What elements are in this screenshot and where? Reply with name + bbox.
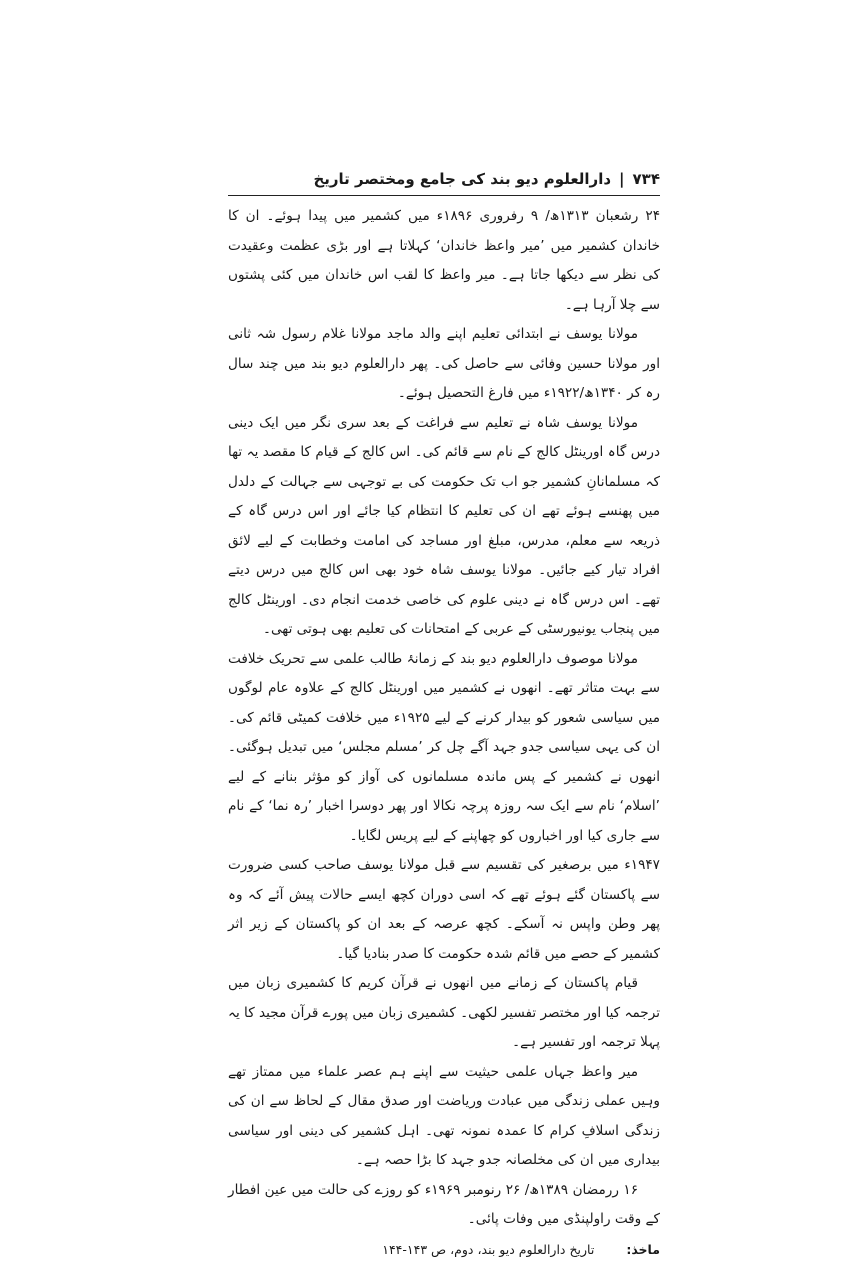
source-text: تاریخ دارالعلوم دیو بند، دوم، ص ۱۴۳-۱۴۴ (382, 1242, 594, 1257)
body-text (228, 202, 660, 1264)
paragraph-kashmiri-translation: قیام پاکستان کے زمانے میں انھوں نے قرآن کریم کا کشمیری زبان میں ترجمہ کیا اور مختصر تفسیر لکھی۔ کشمیری زبان میں پورے قرآن مجید کا یہ پہلا ترجمہ اور تفسیر ہے۔ (228, 969, 660, 1058)
page-header (228, 166, 660, 192)
paragraph-oriental-college: مولانا یوسف شاہ نے تعلیم سے فراغت کے بعد سری نگر میں ایک دینی درس گاہ اورینٹل کالج کے نام سے قائم کی۔ اس کالج کے قیام کا مقصد یہ تھا کہ مسلمانانِ کشمیر جو اب تک حکومت کی بے توجہی سے جہالت کے دلدل میں پھنسے ہوئے تھے ان کی تعلیم کا انتظام کیا جائے اور اس درس گاہ کے ذریعہ سے معلم، مدرس، مبلغ اور مساجد کی امامت وخطابت کے لیے لائق افراد تیار کیے جائیں۔ مولانا یوسف شاہ خود بھی اس کالج میں درس دیتے تھے۔ اس درس گاہ نے دینی علوم کی خاصی خدمت انجام دی۔ اورینٹل کالج میں پنجاب یونیورسٹی کے عربی کے امتحانات کی تعلیم بھی ہوتی تھی۔ (228, 409, 660, 645)
running-title: دارالعلوم دیو بند کی جامع ومختصر تاریخ (313, 170, 611, 188)
source-label: ماخذ: (626, 1242, 660, 1257)
source-citation (228, 1235, 660, 1264)
header-separator: | (619, 170, 624, 188)
paragraph-death: ۱۶ ررمضان ۱۳۸۹ھ/ ۲۶ رنومبر ۱۹۶۹ء کو روزے کی حالت میں عین افطار کے وقت راولپنڈی میں وفات پائی۔ (228, 1176, 660, 1235)
header-rule (228, 195, 660, 196)
page-number: ۷۳۴ (633, 170, 660, 188)
paragraph-character: میر واعظ جہاں علمی حیثیت سے اپنے ہم عصر علماء میں ممتاز تھے وہیں عملی زندگی میں عبادت وریاضت اور صدق مقال کے لحاظ سے ان کی زندگی اسلافِ کرام کا عمدہ نمونہ تھی۔ اہل کشمیر کی دینی اور سیاسی بیداری میں ان کی مخلصانہ جدو جہد کا بڑا حصہ ہے۔ (228, 1058, 660, 1176)
paragraph-khilafat-movement: مولانا موصوف دارالعلوم دیو بند کے زمانۂ طالب علمی سے تحریک خلافت سے بہت متاثر تھے۔ انھوں نے کشمیر میں اورینٹل کالج کے علاوہ عام لوگوں میں سیاسی شعور کو بیدار کرنے کے لیے ۱۹۲۵ء میں خلافت کمیٹی قائم کی۔ ان کی یہی سیاسی جدو جہد آگے چل کر ’مسلم مجلس‘ میں تبدیل ہوگئی۔ انھوں نے کشمیر کے پس ماندہ مسلمانوں کی آواز کو مؤثر بنانے کے لیے ’اسلام‘ نام سے ایک سہ روزہ پرچہ نکالا اور پھر دوسرا اخبار ’رہ نما‘ کے نام سے جاری کیا اور اخباروں کو چھاپنے کے لیے پریس لگایا۔ (228, 645, 660, 852)
paragraph-birth: ۲۴ رشعبان ۱۳۱۳ھ/ ۹ رفروری ۱۸۹۶ء میں کشمیر میں پیدا ہوئے۔ ان کا خاندان کشمیر میں ’میر واعظ خاندان‘ کہلاتا ہے اور بڑی عظمت وعقیدت کی نظر سے دیکھا جاتا ہے۔ میر واعظ کا لقب اس خاندان میں کئی پشتوں سے چلا آرہا ہے۔ (228, 202, 660, 320)
paragraph-education: مولانا یوسف نے ابتدائی تعلیم اپنے والد ماجد مولانا غلام رسول شہ ثانی اور مولانا حسین وفائی سے حاصل کی۔ پھر دارالعلوم دیو بند میں چند سال رہ کر ۱۳۴۰ھ/۱۹۲۲ء میں فارغ التحصیل ہوئے۔ (228, 320, 660, 409)
paragraph-partition: ۱۹۴۷ء میں برصغیر کی تقسیم سے قبل مولانا یوسف صاحب کسی ضرورت سے پاکستان گئے ہوئے تھے کہ اسی دوران کچھ ایسے حالات پیش آئے کہ وہ پھر وطن واپس نہ آسکے۔ کچھ عرصہ کے بعد ان کو پاکستان کے زیر اثر کشمیر کے حصے میں قائم شدہ حکومت کا صدر بنادیا گیا۔ (228, 851, 660, 969)
